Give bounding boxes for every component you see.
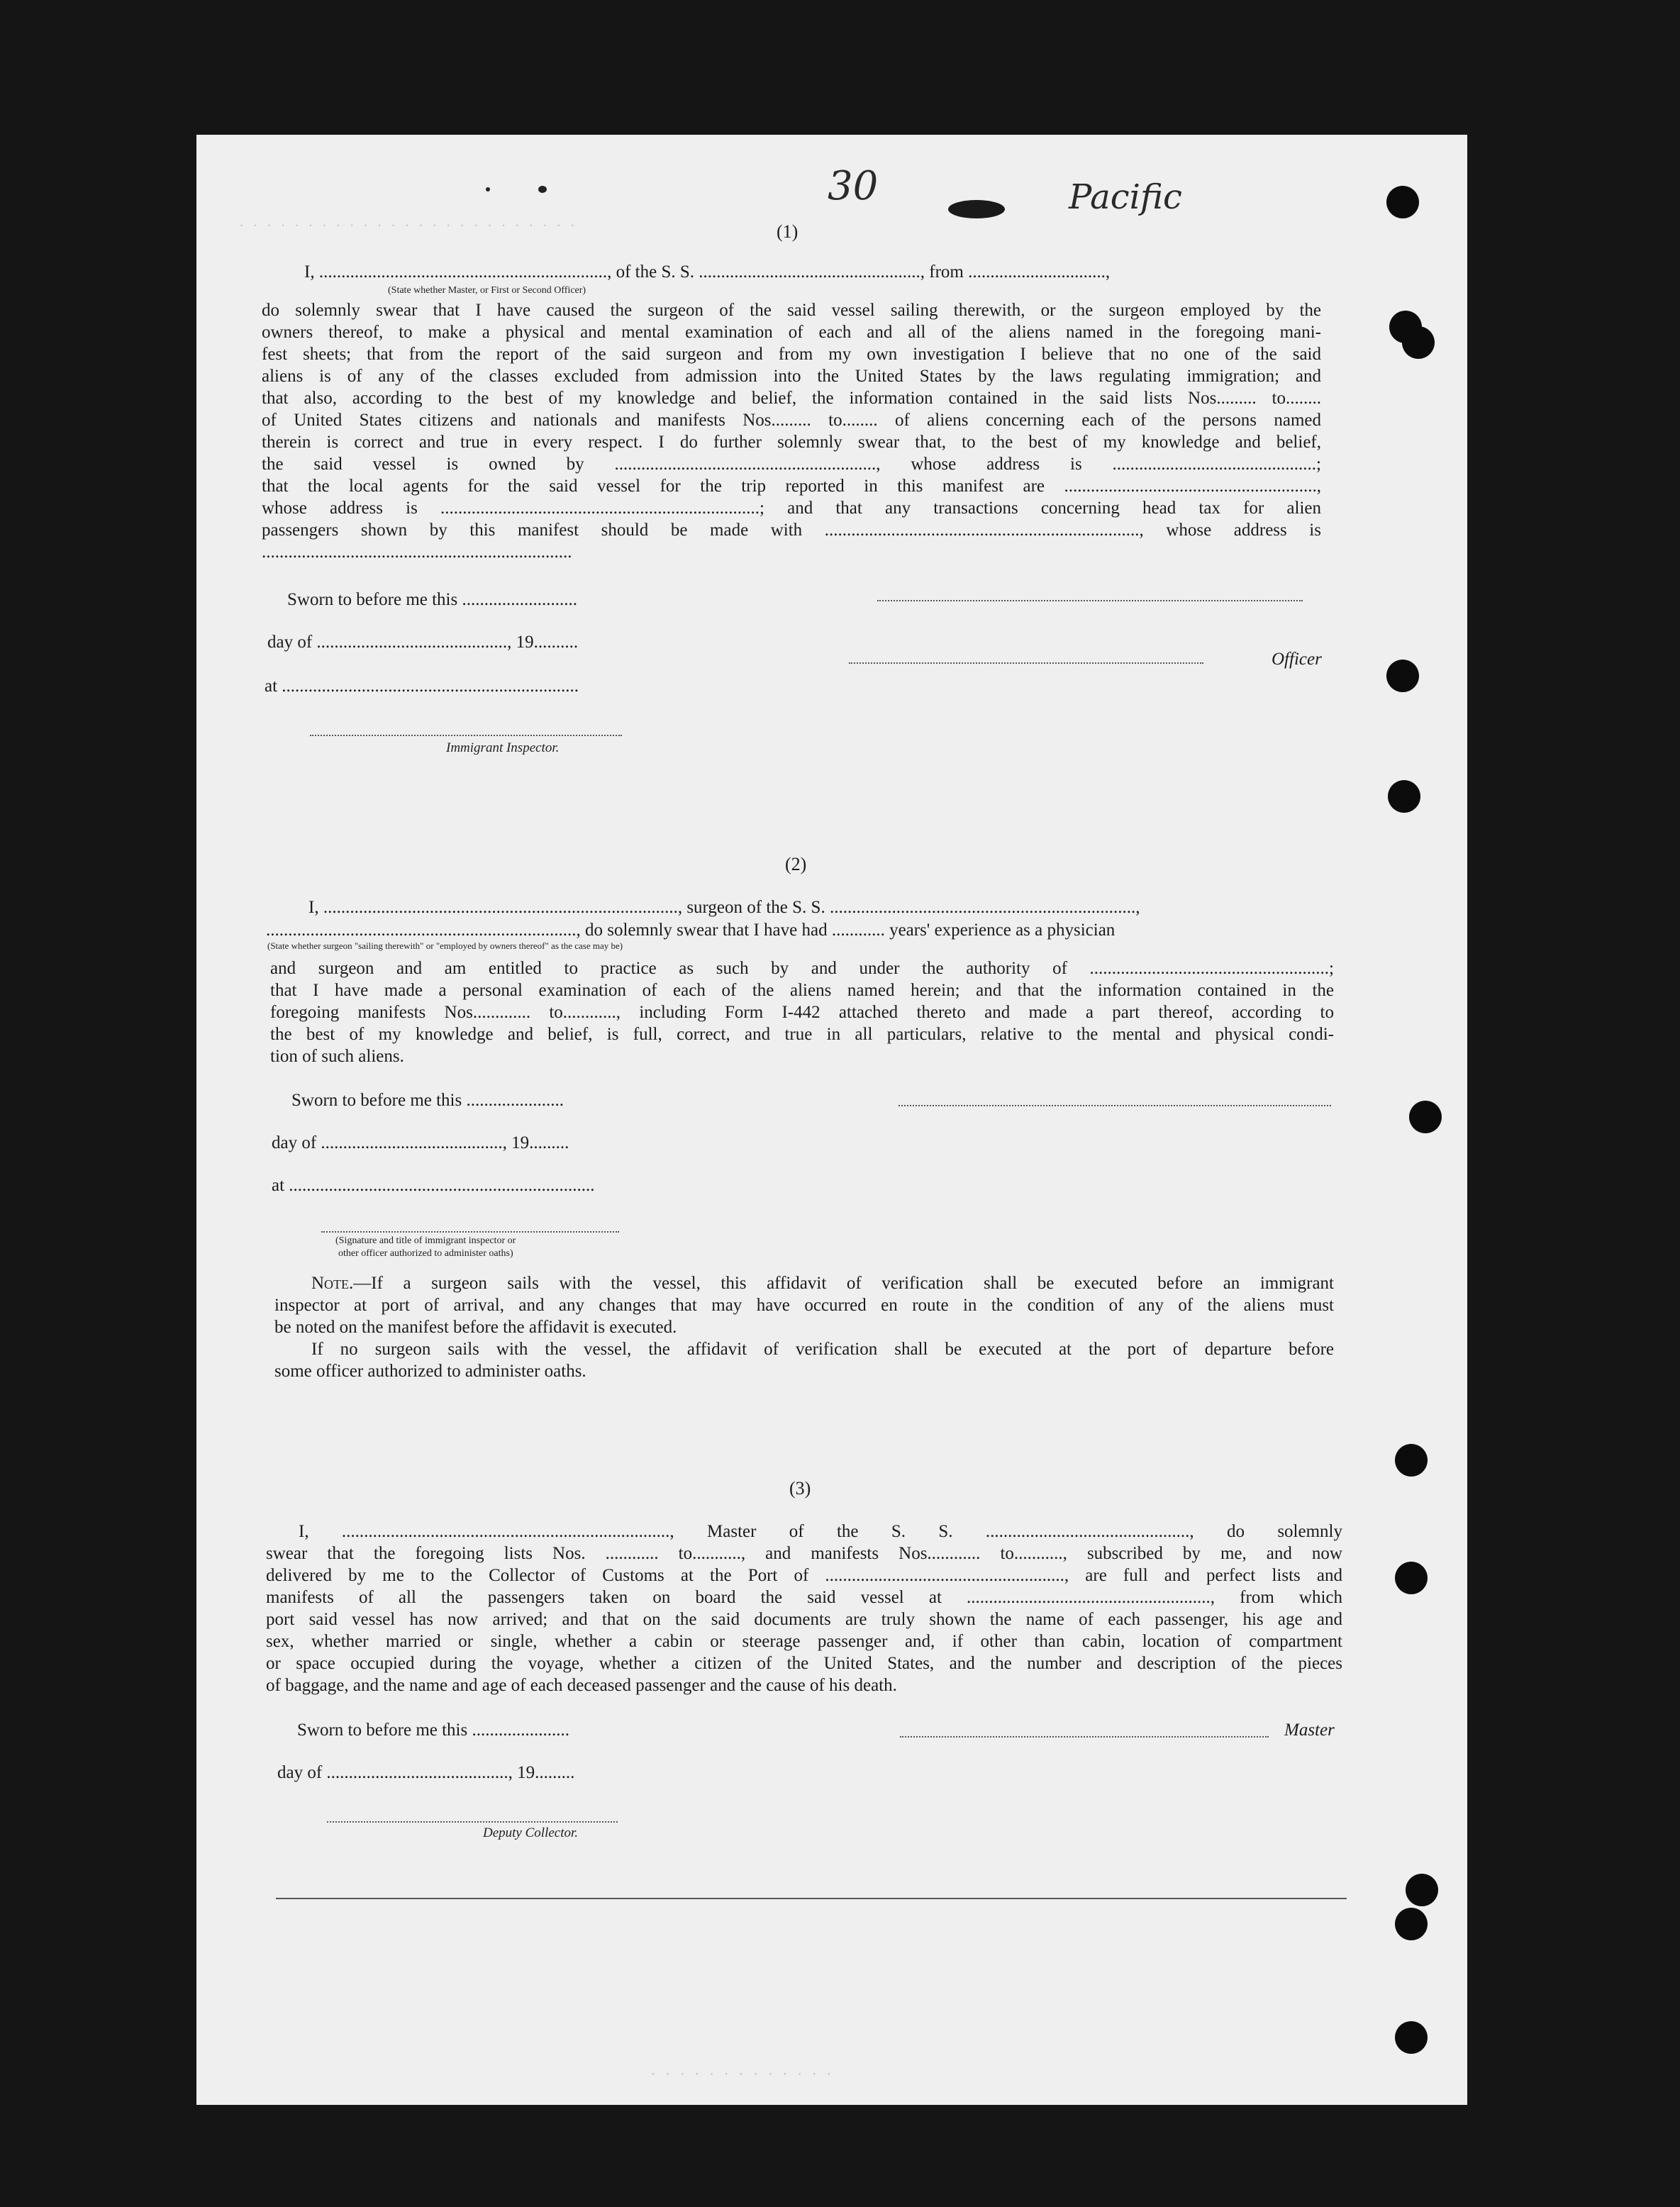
section-2-line2: ......................................................................, do solemnly swear that I have had ............ years' experience as a physician xyxy=(266,921,1116,940)
punch-hole xyxy=(1402,326,1435,359)
ink-mark xyxy=(538,186,547,193)
note-label: Note. xyxy=(311,1274,354,1293)
section-1-sworn: Sworn to before me this .......................... xyxy=(287,590,577,609)
section-1-body-line: therein is correct and true in every respect. I do further solemnly swear that, to the best of my knowledge and belief, xyxy=(262,433,1321,452)
bottom-rule xyxy=(276,1898,1347,1899)
section-1-day: day of ..........................................., 19.......... xyxy=(267,633,579,652)
section-3-body-line: of baggage, and the name and age of each deceased passenger and the cause of his death. xyxy=(266,1676,897,1695)
signature-line xyxy=(849,662,1203,664)
punch-hole xyxy=(1395,1562,1428,1594)
section-3-sworn: Sworn to before me this ...................... xyxy=(297,1720,569,1740)
punch-hole xyxy=(1409,1101,1442,1133)
form-sheet xyxy=(196,135,1467,2105)
section-1-body-line: that also, according to the best of my knowledge and belief, the information contained in the said lists Nos......... to........ xyxy=(262,389,1321,408)
bleed-through-text: · · · · · · · · · · · · · · · · · · · · · · · · · xyxy=(239,216,577,233)
section-2-body-line: that I have made a personal examination of each of the aliens named herein; and that the information contained in the xyxy=(270,981,1334,1000)
handwritten-number: 30 xyxy=(828,163,879,209)
section-1-body xyxy=(262,299,1321,563)
section-1-body-line: aliens is of any of the classes excluded from admission into the United States by the laws regulating immigration; and xyxy=(262,367,1321,386)
signature-line xyxy=(310,735,622,736)
section-3-body-line: port said vessel has now arrived; and that on the said documents are truly shown the name of each passenger, his age and xyxy=(266,1610,1342,1629)
section-1-body-line: ...................................................................... xyxy=(262,543,572,562)
signature-line xyxy=(321,1231,619,1233)
ink-blot xyxy=(948,200,1005,218)
immigrant-inspector-label: Immigrant Inspector. xyxy=(446,740,560,755)
section-3-body-line: or space occupied during the voyage, whether a citizen of the United States, and the number and description of the pieces xyxy=(266,1654,1342,1673)
section-1-line1: I, ................................................................., of the S. S. .................................................., from ..............................., xyxy=(304,262,1111,282)
handwritten-word: Pacific xyxy=(1069,177,1182,217)
section-1-body-line: that the local agents for the said vessel for the trip reported in this manifest are ........................................................., xyxy=(262,477,1321,496)
punch-hole xyxy=(1386,660,1419,692)
punch-hole xyxy=(1388,780,1420,813)
section-1-number: (1) xyxy=(777,221,799,242)
punch-hole xyxy=(1386,186,1419,218)
signature-line xyxy=(900,1736,1269,1738)
note-line: some officer authorized to administer oaths. xyxy=(274,1362,586,1381)
punch-hole xyxy=(1395,1444,1428,1477)
section-2-line2-note: (State whether surgeon "sailing therewith" or "employed by owners thereof" as the case may be) xyxy=(267,940,623,951)
note-line: be noted on the manifest before the affidavit is executed. xyxy=(274,1318,677,1337)
section-3-body-line: delivered by me to the Collector of Customs at the Port of ......................................................, are full and perfect lists and xyxy=(266,1566,1342,1585)
note-line: If no surgeon sails with the vessel, the affidavit of verification shall be executed at the port of departure before xyxy=(311,1340,1334,1359)
section-1-at: at ................................................................... xyxy=(265,677,579,696)
section-3-body-line: I, .........................................................................., Master of the S. S. .............................................., do solemnly xyxy=(299,1522,1342,1541)
punch-hole xyxy=(1406,1874,1438,1906)
note-line: inspector at port of arrival, and any changes that may have occurred en route in the condition of any of the aliens must xyxy=(274,1296,1334,1315)
officer-label: Officer xyxy=(1272,650,1322,669)
section-2-body-line: and surgeon and am entitled to practice as such by and under the authority of ......................................................; xyxy=(270,959,1334,978)
section-2-body xyxy=(270,957,1334,1067)
deputy-collector-label: Deputy Collector. xyxy=(483,1825,579,1840)
section-1-body-line: of United States citizens and nationals and manifests Nos......... to........ of aliens concerning each of the persons named xyxy=(262,411,1321,430)
section-3-body-line: sex, whether married or single, whether a cabin or steerage passenger and, if other than cabin, location of compartment xyxy=(266,1632,1342,1651)
section-3-body xyxy=(266,1521,1342,1696)
master-label: Master xyxy=(1284,1720,1335,1740)
section-2-body-line: tion of such aliens. xyxy=(270,1047,404,1066)
section-3-body-line: manifests of all the passengers taken on board the said vessel at ......................................................., from which xyxy=(266,1588,1342,1607)
section-1-body-line: the said vessel is owned by ..........................................................., whose address is ..............................................; xyxy=(262,455,1321,474)
section-2-number: (2) xyxy=(785,854,807,874)
section-2-note xyxy=(274,1272,1334,1382)
section-1-body-line: whose address is ........................................................................; and that any transactions concerning head tax for alien xyxy=(262,499,1321,518)
section-2-body-line: the best of my knowledge and belief, is full, correct, and true in all particulars, relative to the mental and physical condi- xyxy=(270,1025,1334,1044)
note-line xyxy=(274,1272,1334,1294)
section-2-body-line: foregoing manifests Nos............. to............, including Form I-442 attached thereto and made a part thereof, according to xyxy=(270,1003,1334,1022)
section-2-sworn: Sworn to before me this ...................... xyxy=(291,1091,564,1110)
signature-line xyxy=(899,1105,1331,1106)
section-3-number: (3) xyxy=(789,1478,811,1499)
section-2-sig-note: other officer authorized to administer oaths) xyxy=(338,1248,513,1259)
section-1-body-line: passengers shown by this manifest should be made with ......................................................................., whose address is xyxy=(262,521,1321,540)
section-2-day: day of ........................................., 19......... xyxy=(272,1133,569,1152)
section-1-body-line: owners thereof, to make a physical and mental examination of each and all of the aliens named in the foregoing mani- xyxy=(262,323,1321,342)
punch-hole xyxy=(1395,1908,1428,1940)
section-1-body-line: fest sheets; that from the report of the said surgeon and from my own investigation I believe that no one of the said xyxy=(262,345,1321,364)
section-2-at: at ..................................................................... xyxy=(272,1176,595,1195)
section-1-body-line: do solemnly swear that I have caused the surgeon of the said vessel sailing therewith, or the surgeon employed by the xyxy=(262,301,1321,320)
ink-mark xyxy=(486,187,490,191)
section-3-body-line: swear that the foregoing lists Nos. ............ to..........., and manifests Nos............ to..........., subscribed by me, and now xyxy=(266,1544,1342,1563)
note-text: —If a surgeon sails with the vessel, this affidavit of verification shall be executed before an immigrant xyxy=(353,1274,1334,1293)
section-2-sig-note: (Signature and title of immigrant inspector or xyxy=(335,1235,516,1246)
section-2-line1: I, ................................................................................, surgeon of the S. S. ....................................................................., xyxy=(308,898,1140,917)
signature-line xyxy=(327,1821,618,1823)
bleed-through-text: · · · · · · · · · · · · · xyxy=(650,2064,834,2083)
section-1-line1-note: (State whether Master, or First or Second Officer) xyxy=(388,285,586,296)
section-3-day: day of ........................................., 19......... xyxy=(277,1763,575,1782)
signature-line xyxy=(877,600,1303,601)
punch-hole xyxy=(1395,2021,1428,2054)
